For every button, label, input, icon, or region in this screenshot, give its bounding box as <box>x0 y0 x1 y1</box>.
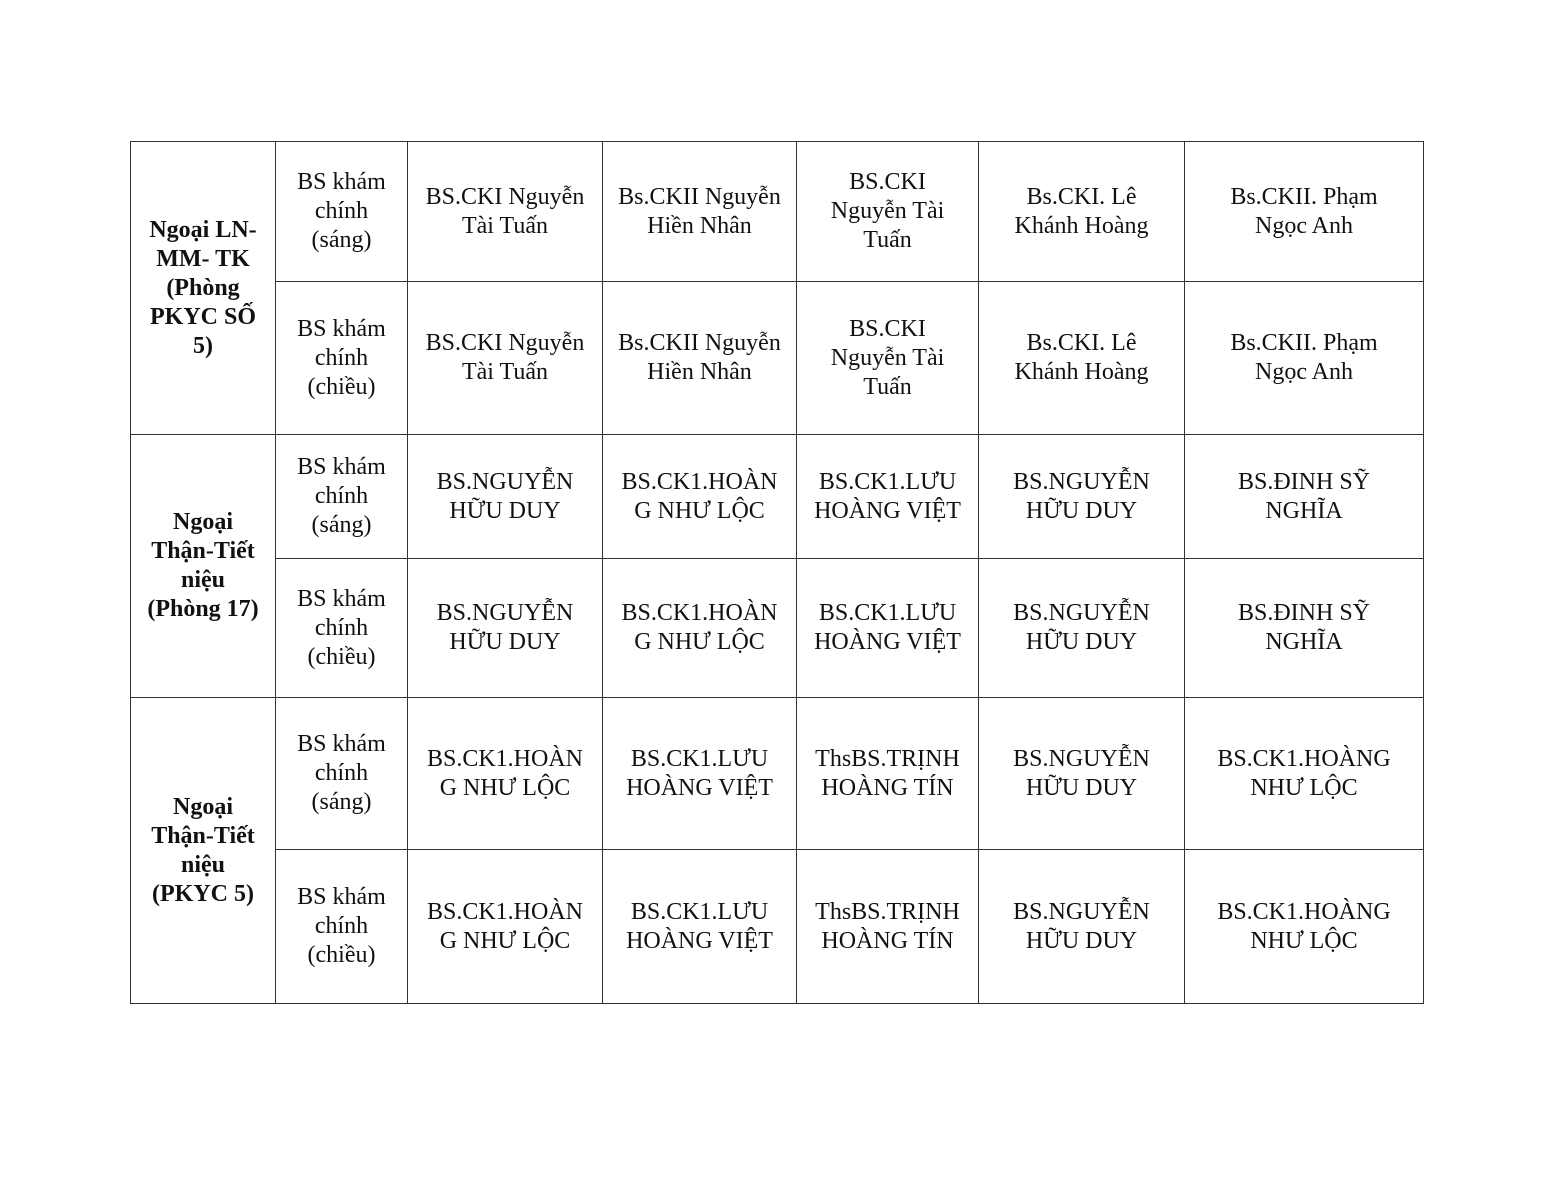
doctor-cell <box>797 282 979 435</box>
shift-label: BS khám chính (sáng) <box>297 731 386 815</box>
doctor-cell <box>408 282 603 435</box>
doctor-cell <box>408 435 603 559</box>
doctor-name: BS.CKI Nguyễn Tài Tuấn <box>425 330 585 385</box>
doctor-cell <box>979 850 1185 1004</box>
shift-label: BS khám chính (chiều) <box>297 585 386 670</box>
doctor-cell <box>1185 142 1424 282</box>
doctor-cell <box>979 282 1185 435</box>
doctor-cell <box>1185 282 1424 435</box>
shift-label: BS khám chính (sáng) <box>297 454 386 538</box>
doctor-cell <box>1185 559 1424 698</box>
doctor-cell <box>979 142 1185 282</box>
doctor-name: ThsBS.TRỊNH HOÀNG TÍN <box>815 745 960 801</box>
doctor-cell <box>979 435 1185 559</box>
doctor-name: BS.CK1.HOÀN G NHƯ LỘC <box>621 468 778 524</box>
doctor-cell <box>1185 435 1424 559</box>
doctor-cell <box>408 698 603 850</box>
shift-cell <box>276 282 408 435</box>
doctor-name: BS.ĐINH SỸ NGHĨA <box>1237 468 1371 524</box>
shift-cell <box>276 559 408 698</box>
doctor-cell <box>603 850 797 1004</box>
doctor-name: Bs.CKII Nguyễn Hiền Nhân <box>618 183 781 239</box>
doctor-cell <box>1185 698 1424 850</box>
department-label: Ngoại LN- MM- TK (Phòng PKYC SỐ 5) <box>149 216 257 359</box>
table-row <box>131 698 1424 850</box>
doctor-name: BS.CK1.HOÀN G NHƯ LỘC <box>426 898 584 954</box>
doctor-name: ThsBS.TRỊNH HOÀNG TÍN <box>815 898 960 954</box>
doctor-name: BS.NGUYỄN HỮU DUY <box>1013 468 1150 524</box>
doctor-cell <box>1185 850 1424 1004</box>
doctor-name: BS.CK1.HOÀN G NHƯ LỘC <box>621 600 778 655</box>
table-row <box>131 559 1424 698</box>
doctor-cell <box>408 850 603 1004</box>
doctor-name: BS.NGUYỄN HỮU DUY <box>1013 600 1150 655</box>
doctor-name: BS.CK1.LƯU HOÀNG VIỆT <box>626 898 773 954</box>
doctor-cell <box>797 435 979 559</box>
doctor-cell <box>979 698 1185 850</box>
shift-label: BS khám chính (chiều) <box>297 884 386 968</box>
shift-cell <box>276 435 408 559</box>
doctor-name: Bs.CKII Nguyễn Hiền Nhân <box>618 330 781 385</box>
department-cell <box>131 142 276 435</box>
doctor-name: BS.CK1.LƯU HOÀNG VIỆT <box>626 745 773 801</box>
department-label: Ngoại Thận-Tiết niệu (PKYC 5) <box>151 793 255 907</box>
doctor-cell <box>797 559 979 698</box>
doctor-name: BS.CKI Nguyễn Tài Tuấn <box>830 315 945 400</box>
department-cell <box>131 435 276 698</box>
shift-label: BS khám chính (sáng) <box>297 169 386 253</box>
doctor-name: Bs.CKI. Lê Khánh Hoàng <box>1014 330 1149 385</box>
doctor-cell <box>603 698 797 850</box>
doctor-cell <box>979 559 1185 698</box>
doctor-cell <box>797 850 979 1004</box>
shift-cell <box>276 142 408 282</box>
doctor-name: Bs.CKI. Lê Khánh Hoàng <box>1014 183 1149 239</box>
doctor-cell <box>408 559 603 698</box>
doctor-cell <box>603 142 797 282</box>
table-row <box>131 435 1424 559</box>
doctor-cell <box>797 698 979 850</box>
shift-cell <box>276 850 408 1004</box>
doctor-cell <box>603 435 797 559</box>
table-row <box>131 142 1424 282</box>
doctor-name: BS.CKI Nguyễn Tài Tuấn <box>830 169 945 253</box>
shift-label: BS khám chính (chiều) <box>297 315 386 400</box>
doctor-name: Bs.CKII. Phạm Ngọc Anh <box>1230 183 1378 239</box>
doctor-cell <box>408 142 603 282</box>
doctor-name: BS.CK1.LƯU HOÀNG VIỆT <box>814 600 961 655</box>
doctor-name: BS.CK1.LƯU HOÀNG VIỆT <box>814 468 961 524</box>
doctor-cell <box>603 559 797 698</box>
shift-cell <box>276 698 408 850</box>
doctor-name: BS.CK1.HOÀNG NHƯ LỘC <box>1217 745 1391 801</box>
doctor-name: BS.NGUYỄN HỮU DUY <box>436 468 574 524</box>
doctor-cell <box>797 142 979 282</box>
doctor-cell <box>603 282 797 435</box>
doctor-name: BS.ĐINH SỸ NGHĨA <box>1237 600 1371 655</box>
doctor-name: BS.CKI Nguyễn Tài Tuấn <box>425 183 585 239</box>
doctor-name: BS.CK1.HOÀN G NHƯ LỘC <box>426 745 584 801</box>
doctor-name: BS.CK1.HOÀNG NHƯ LỘC <box>1217 898 1391 954</box>
doctor-name: BS.NGUYỄN HỮU DUY <box>1013 898 1150 954</box>
doctor-name: BS.NGUYỄN HỮU DUY <box>1013 745 1150 801</box>
table-row <box>131 282 1424 435</box>
department-cell <box>131 698 276 1004</box>
table-row <box>131 850 1424 1004</box>
schedule-table <box>130 141 1424 1004</box>
doctor-name: Bs.CKII. Phạm Ngọc Anh <box>1230 330 1378 385</box>
doctor-name: BS.NGUYỄN HỮU DUY <box>436 600 574 655</box>
department-label: Ngoại Thận-Tiết niệu (Phòng 17) <box>147 509 259 622</box>
